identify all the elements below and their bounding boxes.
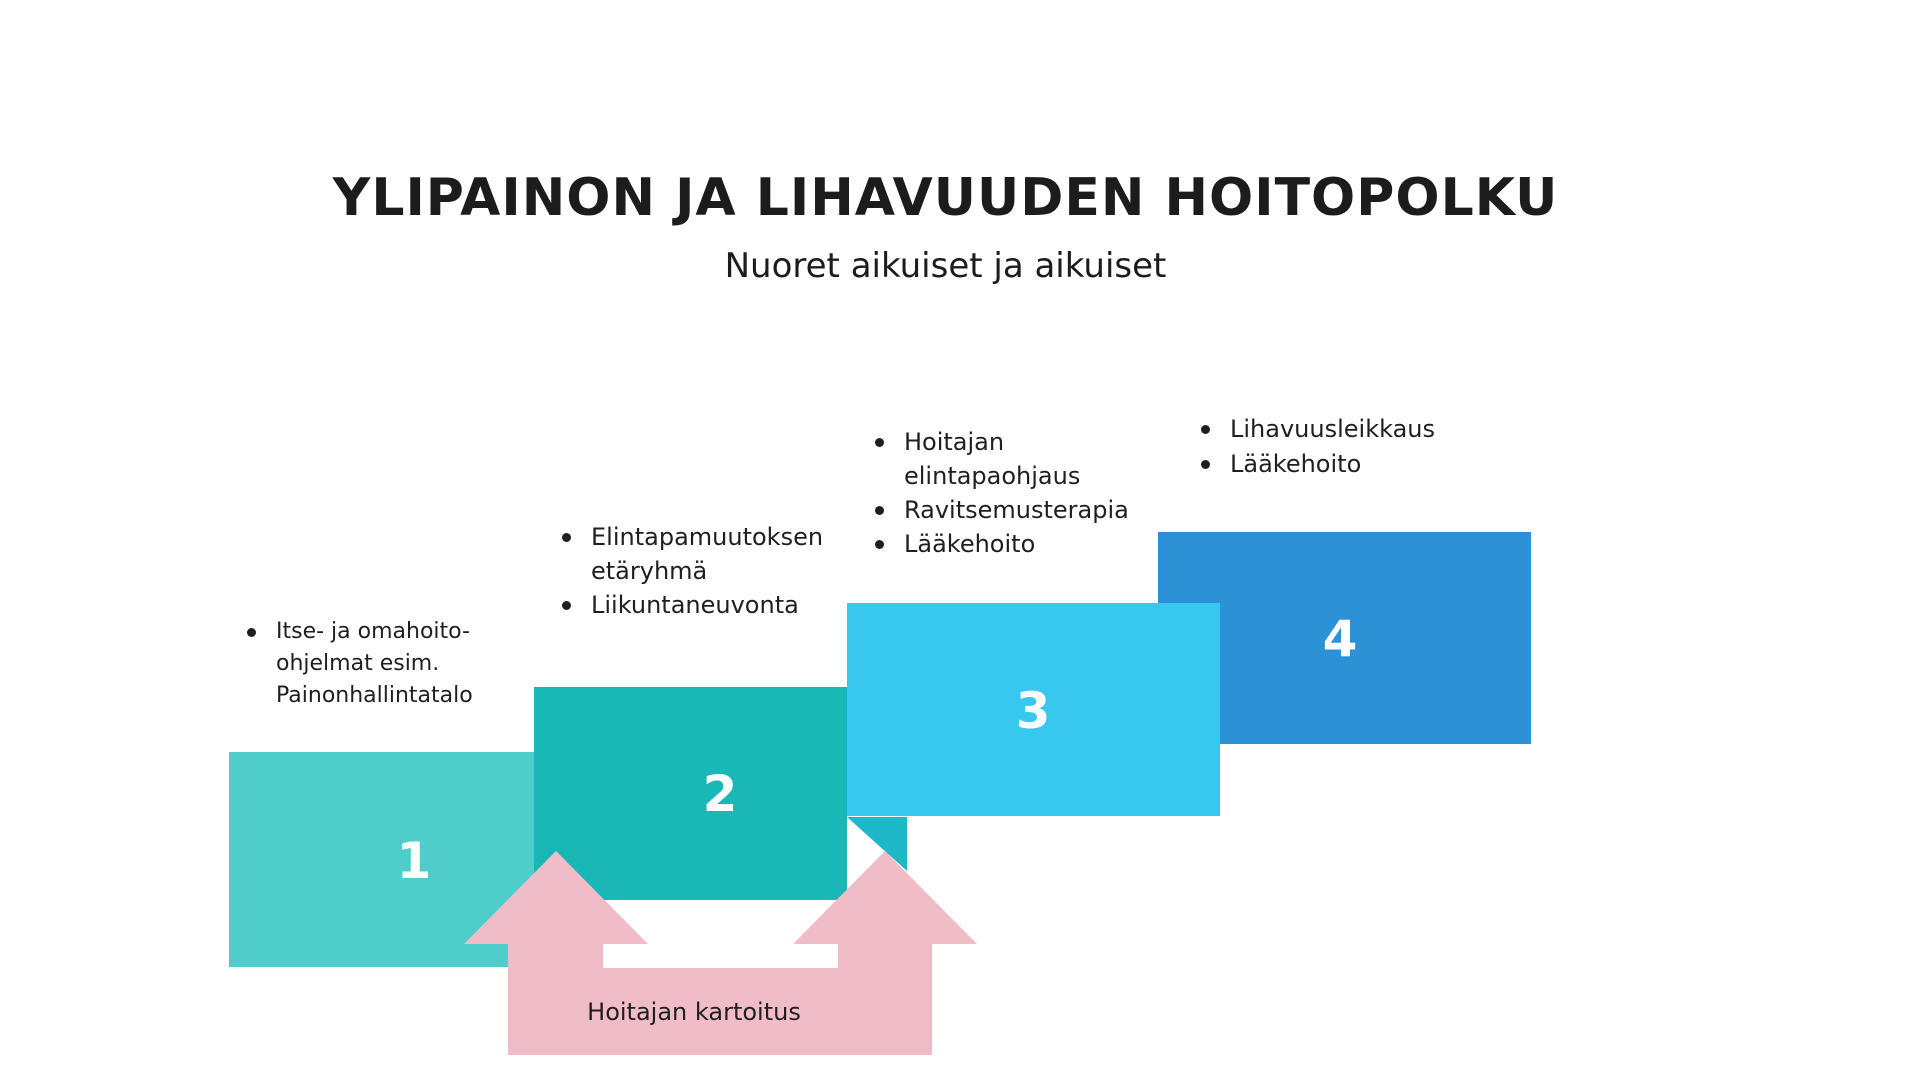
step-3-item: Hoitajan elintapaohjaus xyxy=(868,425,1168,493)
step-2-number: 2 xyxy=(702,765,738,823)
step-2-item: Elintapamuutoksen etäryhmä xyxy=(555,520,855,588)
diagram-title: YLIPAINON JA LIHAVUUDEN HOITOPOLKU xyxy=(332,168,1559,228)
step-2-bullet-list xyxy=(555,520,855,622)
step-1-item: Itse- ja omahoito-ohjelmat esim. Painonhallintatalo xyxy=(240,616,540,712)
step-1-bullet-list xyxy=(240,616,540,712)
step-2-item: Liikuntaneuvonta xyxy=(555,588,855,622)
step-3-item: Lääkehoito xyxy=(868,527,1168,561)
step-4-number: 4 xyxy=(1322,610,1358,668)
diagram-subtitle: Nuoret aikuiset ja aikuiset xyxy=(724,246,1167,286)
step-4-item: Lääkehoito xyxy=(1194,447,1514,482)
step-4-item: Lihavuusleikkaus xyxy=(1194,412,1514,447)
step-3-item: Ravitsemusterapia xyxy=(868,493,1168,527)
step-3-bullet-list xyxy=(868,425,1168,561)
step-2-block xyxy=(534,687,847,900)
assessment-label: Hoitajan kartoitus xyxy=(587,998,801,1026)
step-3-number: 3 xyxy=(1015,682,1051,740)
step-4-bullet-list xyxy=(1194,412,1514,482)
step-1-number: 1 xyxy=(396,832,432,890)
